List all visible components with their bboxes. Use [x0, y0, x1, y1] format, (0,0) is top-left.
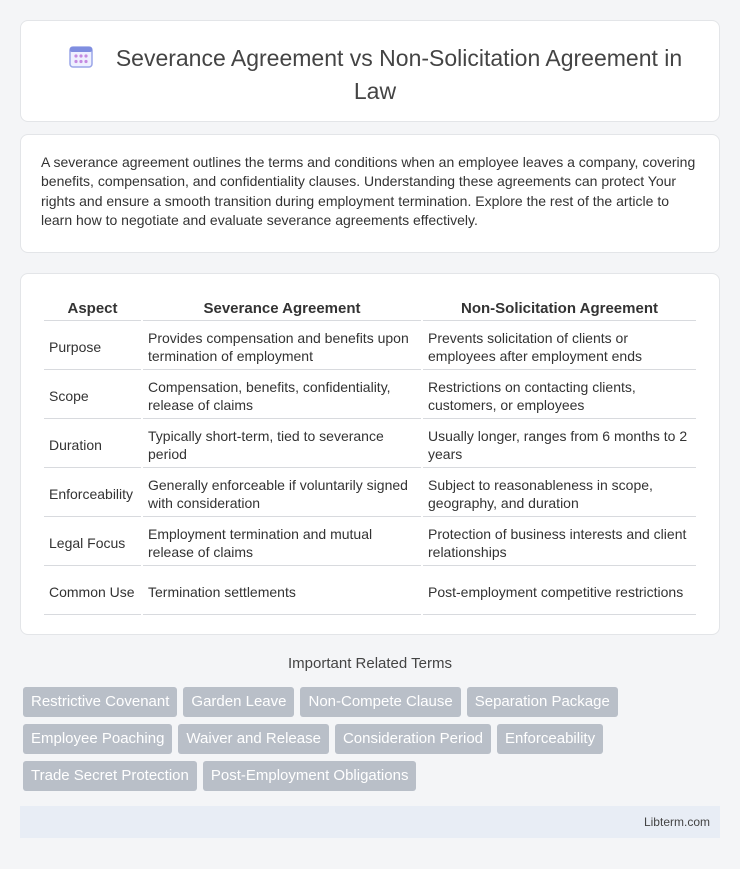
intro-card [20, 134, 720, 253]
row-non-solicitation: Usually longer, ranges from 6 months to 2 years [423, 421, 696, 468]
row-non-solicitation: Subject to reasonableness in scope, geography, and duration [423, 470, 696, 517]
comparison-card [20, 273, 720, 635]
row-non-solicitation: Post-employment competitive restrictions [423, 568, 696, 615]
page-title: Severance Agreement vs Non-Solicitation Agreement in Law [115, 45, 683, 104]
related-terms-heading: Important Related Terms [288, 655, 452, 672]
row-aspect: Scope [44, 372, 141, 419]
table-row [44, 470, 696, 517]
related-terms-list [23, 687, 703, 791]
tag-employee-poaching[interactable]: Employee Poaching [23, 724, 172, 754]
tag-enforceability[interactable]: Enforceability [497, 724, 603, 754]
tag-trade-secret-protection[interactable]: Trade Secret Protection [23, 761, 197, 791]
tag-garden-leave[interactable]: Garden Leave [183, 687, 294, 717]
table-row [44, 323, 696, 370]
comparison-table [42, 294, 698, 617]
tag-non-compete-clause[interactable]: Non-Compete Clause [300, 687, 460, 717]
title-card [20, 20, 720, 122]
header-severance: Severance Agreement [143, 296, 421, 321]
row-non-solicitation: Protection of business interests and client relationships [423, 519, 696, 566]
table-row [44, 568, 696, 615]
row-aspect: Enforceability [44, 470, 141, 517]
intro-paragraph: A severance agreement outlines the terms and conditions when an employee leaves a company, covering benefits, compensation, and confidentiality clauses. Understanding these agreements can protect Your rights and ensure a smooth transition during employment termination. Explore the rest of the article to learn how to negotiate and evaluate severance agreements effectively. [41, 154, 696, 229]
page-title-row [51, 43, 699, 106]
row-aspect: Duration [44, 421, 141, 468]
tag-separation-package[interactable]: Separation Package [467, 687, 618, 717]
row-non-solicitation: Prevents solicitation of clients or employees after employment ends [423, 323, 696, 370]
tag-consideration-period[interactable]: Consideration Period [335, 724, 491, 754]
calendar-icon [68, 43, 94, 76]
row-severance: Employment termination and mutual release of claims [143, 519, 421, 566]
row-aspect: Purpose [44, 323, 141, 370]
tag-restrictive-covenant[interactable]: Restrictive Covenant [23, 687, 177, 717]
header-aspect: Aspect [44, 296, 141, 321]
row-non-solicitation: Restrictions on contacting clients, customers, or employees [423, 372, 696, 419]
table-row [44, 519, 696, 566]
row-severance: Generally enforceable if voluntarily signed with consideration [143, 470, 421, 517]
header-non-solicitation: Non-Solicitation Agreement [423, 296, 696, 321]
footer [20, 806, 720, 838]
table-row [44, 421, 696, 468]
table-row [44, 372, 696, 419]
row-severance: Compensation, benefits, confidentiality, release of claims [143, 372, 421, 419]
tag-waiver-and-release[interactable]: Waiver and Release [178, 724, 329, 754]
row-severance: Provides compensation and benefits upon termination of employment [143, 323, 421, 370]
row-severance: Termination settlements [143, 568, 421, 615]
tag-post-employment-obligations[interactable]: Post-Employment Obligations [203, 761, 417, 791]
row-aspect: Legal Focus [44, 519, 141, 566]
row-severance: Typically short-term, tied to severance period [143, 421, 421, 468]
table-header-row [44, 296, 696, 321]
footer-site-link[interactable]: Libterm.com [643, 815, 710, 829]
row-aspect: Common Use [44, 568, 141, 615]
